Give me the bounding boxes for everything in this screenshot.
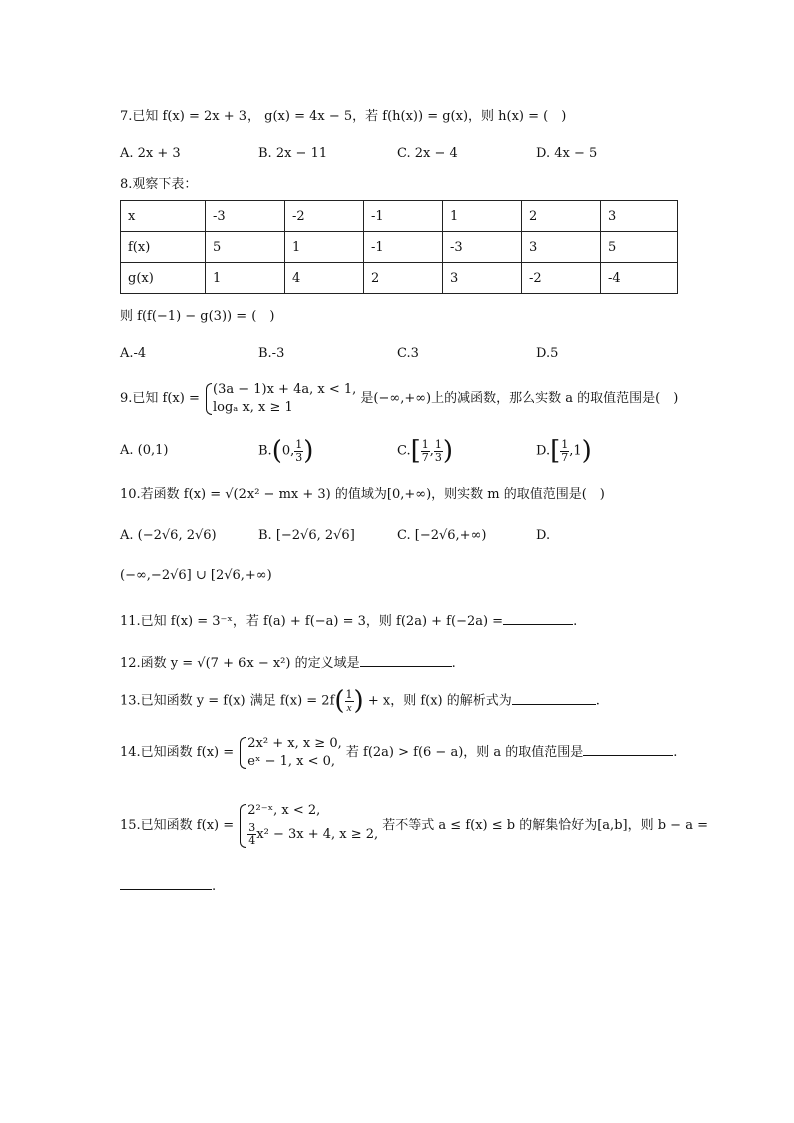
q14-stem — [120, 733, 677, 773]
q8-option-a: A.-4 — [120, 346, 147, 361]
table-row — [121, 263, 678, 294]
fraction: $\frac{1}{x}$ — [345, 687, 353, 714]
q13-pre: 13.已知函数 y = f(x) 满足 f(x) = 2f — [120, 693, 335, 709]
q14-piecewise — [238, 735, 341, 771]
table-cell: -1 — [364, 232, 443, 263]
q9-option-b-label: B. — [258, 443, 272, 459]
q7-option-d: D. 4x − 5 — [536, 146, 598, 161]
q12-end: . — [451, 656, 456, 671]
table-cell: x — [121, 201, 206, 232]
fraction: $\frac{1}{3}$ — [295, 437, 303, 464]
q10-option-a: A. (−2√6, 2√6) — [120, 528, 217, 543]
q15-prefix: 15.已知函数 f(x) = — [120, 818, 235, 833]
q15-end: . — [212, 879, 217, 894]
q13-stem: 13.已知函数 y = f(x) 满足 f(x) = 2f( $\frac{1}{x}$ ) + x，则 f(x) 的解析式为 . — [120, 686, 600, 716]
table-cell: 5 — [601, 232, 678, 263]
q12-stem — [120, 652, 456, 673]
q14-case2: eˣ − 1, x < 0, — [247, 753, 336, 769]
table-row — [121, 201, 678, 232]
answer-blank[interactable] — [583, 741, 673, 756]
q11-end: . — [573, 614, 578, 629]
q9-case1: (3a − 1)x + 4a, x < 1, — [213, 381, 357, 397]
table-cell: -1 — [364, 201, 443, 232]
q10-option-c: C. [−2√6,+∞) — [397, 528, 487, 543]
q8-ask: 则 f(f(−1) − g(3)) = ( ) — [120, 309, 275, 324]
q14-case1: 2x² + x, x ≥ 0, — [247, 735, 342, 751]
table-cell: -3 — [206, 201, 285, 232]
q14-prefix: 14.已知函数 f(x) = — [120, 745, 235, 760]
fraction: $\frac{1}{7}$ — [421, 437, 429, 464]
table-cell: -2 — [522, 263, 601, 294]
q9-option-a: A. (0,1) — [120, 443, 169, 458]
q9-stem — [120, 380, 678, 418]
table-cell: 3 — [443, 263, 522, 294]
answer-blank[interactable] — [120, 875, 212, 890]
table-cell: -3 — [443, 232, 522, 263]
q9-option-d: D.[ $\frac{1}{7}$ ,1) — [536, 436, 592, 466]
answer-blank[interactable] — [503, 610, 573, 625]
table-cell: 2 — [522, 201, 601, 232]
q15-case2 — [247, 820, 378, 850]
table-cell: -2 — [285, 201, 364, 232]
q9-option-c: C.[ $\frac{1}{7}$ , $\frac{1}{3}$ ) — [397, 436, 454, 466]
q9-option-d-label: D. — [536, 443, 551, 459]
q15-piecewise — [238, 802, 378, 850]
q10-option-d-cont: (−∞,−2√6] ∪ [2√6,+∞) — [120, 568, 272, 583]
q10-option-b: B. [−2√6, 2√6] — [258, 528, 355, 543]
table-cell: -4 — [601, 263, 678, 294]
q9-case2: logₐ x, x ≥ 1 — [213, 399, 293, 415]
q12-text: 12.函数 y = √(7 + 6x − x²) 的定义域是 — [120, 656, 360, 671]
q13-end: . — [595, 693, 600, 709]
table-row — [121, 232, 678, 263]
q14-suffix: 若 f(2a) > f(6 − a)，则 a 的取值范围是 — [345, 745, 584, 760]
q14-end: . — [673, 745, 678, 760]
q9-option-b: B.(0, $\frac{1}{3}$ ) — [258, 436, 314, 466]
q8-stem: 8.观察下表： — [120, 177, 198, 192]
q7-stem: 7.已知 f(x) = 2x + 3， g(x) = 4x − 5，若 f(h(x)) = g(x)，则 h(x) = ( ) — [120, 109, 567, 124]
q9-option-c-label: C. — [397, 443, 411, 459]
answer-blank[interactable] — [512, 690, 596, 705]
q7-option-b: B. 2x − 11 — [258, 146, 328, 161]
q11-text: 11.已知 f(x) = 3⁻ˣ，若 f(a) + f(−a) = 3，则 f(2a) + f(−2a) = — [120, 614, 504, 629]
table-cell: 3 — [522, 232, 601, 263]
table-cell: g(x) — [121, 263, 206, 294]
table-cell: f(x) — [121, 232, 206, 263]
q10-option-d: D. — [536, 528, 551, 543]
q11-stem — [120, 610, 577, 631]
q8-option-b: B.-3 — [258, 346, 285, 361]
q7-option-a: A. 2x + 3 — [120, 146, 181, 161]
answer-blank[interactable] — [360, 652, 452, 667]
table-cell: 3 — [601, 201, 678, 232]
q15-answer-line — [120, 875, 216, 896]
fraction: $\frac{3}{4}$ — [248, 820, 256, 847]
table-cell: 4 — [285, 263, 364, 294]
table-cell: 2 — [364, 263, 443, 294]
table-cell: 1 — [285, 232, 364, 263]
q9-piecewise — [204, 381, 356, 417]
fraction: $\frac{1}{7}$ — [561, 437, 569, 464]
q8-option-c: C.3 — [397, 346, 419, 361]
q15-suffix: 若不等式 a ≤ f(x) ≤ b 的解集恰好为[a,b]，则 b − a = — [382, 818, 708, 833]
q15-case1: 2²⁻ˣ, x < 2, — [247, 802, 321, 818]
fraction: $\frac{1}{3}$ — [434, 437, 442, 464]
q13-post: + x，则 f(x) 的解析式为 — [367, 693, 512, 709]
q15-stem — [120, 796, 708, 856]
q10-stem: 10.若函数 f(x) = √(2x² − mx + 3) 的值域为[0,+∞)，则实数 m 的取值范围是( ) — [120, 487, 605, 502]
table-cell: 1 — [206, 263, 285, 294]
q9-prefix: 9.已知 f(x) = — [120, 391, 200, 406]
q7-option-c: C. 2x − 4 — [397, 146, 458, 161]
q8-option-d: D.5 — [536, 346, 559, 361]
table-cell: 1 — [443, 201, 522, 232]
q8-value-table — [120, 200, 678, 294]
table-cell: 5 — [206, 232, 285, 263]
q9-suffix: 是(−∞,+∞)上的减函数，那么实数 a 的取值范围是( ) — [360, 391, 679, 406]
q15-case2-text: x² − 3x + 4, x ≥ 2, — [256, 826, 379, 842]
